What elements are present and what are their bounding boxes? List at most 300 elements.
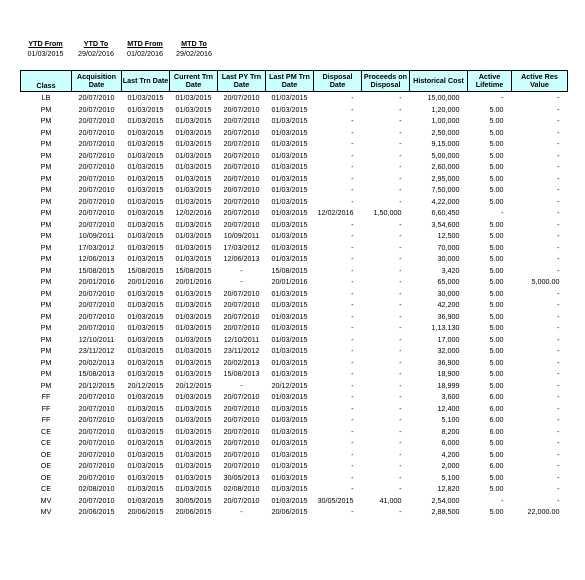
cell-disposal-date: - (351, 277, 354, 286)
cell-historical-cost: 6,60,450 (431, 208, 460, 217)
cell-proceeds-on-disposal: - (399, 150, 402, 160)
table-row (21, 391, 568, 403)
cell-active-res-value: - (557, 392, 560, 401)
cell-acquisition-date: 20/07/2010 (78, 208, 115, 217)
cell-last-pm-trn-date: 01/03/2015 (271, 288, 308, 298)
cell-current-trn-date: 01/03/2015 (175, 219, 212, 229)
col-last-py-trn-date: Last PY Trn Date (218, 71, 266, 92)
cell-active-res-value: - (557, 242, 560, 252)
cell-proceeds-on-disposal: - (399, 507, 402, 516)
cell-historical-cost: 12,500 (437, 231, 460, 240)
cell-active-res-value: 22,000.00 (527, 507, 560, 516)
cell-active-lifetime: 5.00 (489, 196, 504, 206)
cell-current-trn-date: 01/03/2015 (175, 472, 212, 482)
cell-disposal-date: - (351, 461, 354, 470)
cell-last-pm-trn-date: 01/03/2015 (271, 127, 308, 137)
table-row (21, 426, 568, 438)
cell-current-trn-date: 30/05/2015 (175, 495, 212, 505)
cell-active-res-value: - (557, 231, 560, 240)
table-row (21, 150, 568, 162)
cell-active-lifetime: 6.00 (489, 392, 504, 401)
cell-class: PM (40, 139, 52, 148)
cell-last-pm-trn-date: 01/03/2015 (271, 357, 308, 367)
cell-last-py-trn-date: 17/03/2012 (223, 242, 260, 252)
cell-last-trn-date: 01/03/2015 (127, 93, 164, 102)
cell-historical-cost: 2,50,000 (431, 127, 460, 137)
cell-class: PM (40, 196, 52, 206)
cell-historical-cost: 2,54,000 (431, 495, 460, 505)
cell-last-trn-date: 01/03/2015 (127, 150, 164, 160)
cell-last-py-trn-date: 20/07/2010 (223, 150, 260, 160)
cell-active-lifetime: 5.00 (489, 242, 504, 252)
cell-active-lifetime: 5.00 (489, 438, 504, 447)
cell-acquisition-date: 20/07/2010 (78, 472, 115, 482)
cell-last-trn-date: 01/03/2015 (127, 392, 164, 401)
table-row (21, 380, 568, 392)
cell-historical-cost: 9,15,000 (431, 139, 460, 148)
cell-current-trn-date: 01/03/2015 (175, 300, 212, 309)
col-class: Class (21, 71, 72, 92)
cell-disposal-date: - (351, 311, 354, 321)
cell-disposal-date: - (351, 116, 354, 125)
cell-last-trn-date: 01/03/2015 (127, 219, 164, 229)
cell-acquisition-date: 15/08/2015 (78, 265, 115, 275)
cell-disposal-date: 12/02/2016 (317, 208, 354, 217)
table-row (21, 368, 568, 380)
cell-active-lifetime: 5.00 (489, 484, 504, 493)
cell-last-pm-trn-date: 01/03/2015 (271, 150, 308, 160)
cell-historical-cost: 15,00,000 (427, 93, 460, 102)
cell-last-pm-trn-date: 01/03/2015 (271, 449, 308, 459)
table-row (21, 184, 568, 196)
cell-current-trn-date: 01/03/2015 (175, 242, 212, 252)
cell-proceeds-on-disposal: - (399, 357, 402, 367)
cell-active-lifetime: 5.00 (489, 369, 504, 378)
cell-acquisition-date: 20/07/2010 (78, 196, 115, 206)
cell-last-trn-date: 01/03/2015 (127, 403, 164, 413)
cell-disposal-date: - (351, 231, 354, 240)
cell-active-lifetime: 5.00 (489, 219, 504, 229)
cell-active-lifetime: 5.00 (489, 265, 504, 275)
cell-active-lifetime: 6.00 (489, 426, 504, 436)
table-row (21, 437, 568, 449)
table-row (21, 92, 568, 104)
cell-acquisition-date: 20/07/2010 (78, 150, 115, 160)
cell-last-pm-trn-date: 01/03/2015 (271, 369, 308, 378)
cell-active-lifetime: 5.00 (489, 231, 504, 240)
cell-current-trn-date: 01/03/2015 (175, 139, 212, 148)
cell-acquisition-date: 17/03/2012 (78, 242, 115, 252)
cell-class: PM (40, 288, 52, 298)
cell-last-pm-trn-date: 20/06/2015 (271, 507, 308, 516)
mtd-from-value: 01/02/2016 (127, 48, 163, 58)
cell-current-trn-date: 01/03/2015 (175, 403, 212, 413)
cell-current-trn-date: 01/03/2015 (175, 116, 212, 125)
cell-acquisition-date: 20/07/2010 (78, 104, 115, 114)
cell-proceeds-on-disposal: - (399, 127, 402, 137)
cell-proceeds-on-disposal: - (399, 415, 402, 424)
ytd-from-label: YTD From (28, 38, 63, 48)
cell-current-trn-date: 20/06/2015 (175, 507, 212, 516)
table-row (21, 173, 568, 185)
cell-last-py-trn-date: 20/07/2010 (223, 208, 260, 217)
cell-last-py-trn-date: 30/05/2013 (223, 472, 260, 482)
cell-active-res-value: - (557, 415, 560, 424)
cell-proceeds-on-disposal: - (399, 484, 402, 493)
cell-last-py-trn-date: 20/07/2010 (223, 403, 260, 413)
cell-disposal-date: - (351, 392, 354, 401)
cell-disposal-date: - (351, 403, 354, 413)
cell-proceeds-on-disposal: - (399, 116, 402, 125)
cell-current-trn-date: 01/03/2015 (175, 93, 212, 102)
cell-last-trn-date: 01/03/2015 (127, 162, 164, 171)
cell-disposal-date: - (351, 323, 354, 332)
table-row (21, 311, 568, 323)
cell-acquisition-date: 20/07/2010 (78, 219, 115, 229)
table-row (21, 460, 568, 472)
cell-last-py-trn-date: 20/02/2013 (223, 357, 260, 367)
cell-active-res-value: - (557, 254, 560, 263)
table-row (21, 449, 568, 461)
cell-class: PM (40, 334, 52, 344)
cell-last-trn-date: 01/03/2015 (127, 242, 164, 252)
table-row (21, 345, 568, 357)
cell-last-py-trn-date: 20/07/2010 (223, 300, 260, 309)
cell-active-lifetime: 5.00 (489, 116, 504, 125)
cell-proceeds-on-disposal: - (399, 173, 402, 183)
cell-disposal-date: - (351, 254, 354, 263)
cell-acquisition-date: 20/07/2010 (78, 438, 115, 447)
cell-active-lifetime: 5.00 (489, 357, 504, 367)
cell-last-trn-date: 20/01/2016 (127, 277, 164, 286)
cell-last-py-trn-date: 12/06/2013 (223, 254, 260, 263)
cell-historical-cost: 4,22,000 (431, 196, 460, 206)
cell-last-trn-date: 20/12/2015 (127, 380, 164, 390)
cell-current-trn-date: 01/03/2015 (175, 127, 212, 137)
cell-last-pm-trn-date: 01/03/2015 (271, 334, 308, 344)
cell-historical-cost: 70,000 (437, 242, 460, 252)
cell-active-lifetime: 5.00 (489, 300, 504, 309)
cell-disposal-date: - (351, 334, 354, 344)
cell-current-trn-date: 01/03/2015 (175, 334, 212, 344)
cell-current-trn-date: 20/01/2016 (175, 277, 212, 286)
cell-class: PM (40, 185, 52, 194)
cell-last-trn-date: 01/03/2015 (127, 231, 164, 240)
cell-active-res-value: - (557, 311, 560, 321)
cell-disposal-date: - (351, 219, 354, 229)
cell-active-res-value: - (557, 300, 560, 309)
cell-historical-cost: 2,60,000 (431, 162, 460, 171)
cell-acquisition-date: 20/07/2010 (78, 403, 115, 413)
cell-last-py-trn-date: 20/07/2010 (223, 173, 260, 183)
cell-current-trn-date: 01/03/2015 (175, 346, 212, 355)
cell-proceeds-on-disposal: - (399, 288, 402, 298)
cell-active-lifetime: 5.00 (489, 139, 504, 148)
cell-class: FF (41, 415, 51, 424)
cell-acquisition-date: 20/07/2010 (78, 127, 115, 137)
cell-current-trn-date: 01/03/2015 (175, 150, 212, 160)
table-row (21, 334, 568, 346)
cell-acquisition-date: 20/07/2010 (78, 311, 115, 321)
cell-active-res-value: - (557, 380, 560, 390)
cell-active-lifetime: 5.00 (489, 323, 504, 332)
cell-historical-cost: 42,200 (437, 300, 460, 309)
cell-class: PM (40, 277, 52, 286)
cell-last-py-trn-date: 20/07/2010 (223, 288, 260, 298)
cell-active-res-value: - (557, 484, 560, 493)
cell-historical-cost: 1,00,000 (431, 116, 460, 125)
col-acquisition-date: Acquisition Date (72, 71, 122, 92)
cell-last-py-trn-date: 20/07/2010 (223, 311, 260, 321)
table-row (21, 219, 568, 231)
cell-active-res-value: - (557, 369, 560, 378)
register-body (21, 92, 568, 518)
cell-last-trn-date: 01/03/2015 (127, 472, 164, 482)
cell-last-py-trn-date: 20/07/2010 (223, 415, 260, 424)
cell-proceeds-on-disposal: - (399, 162, 402, 171)
cell-last-pm-trn-date: 01/03/2015 (271, 139, 308, 148)
cell-proceeds-on-disposal: 1,50,000 (373, 208, 402, 217)
cell-proceeds-on-disposal: - (399, 311, 402, 321)
cell-historical-cost: 36,900 (437, 311, 460, 321)
table-row (21, 207, 568, 219)
cell-class: PM (40, 208, 52, 217)
cell-last-pm-trn-date: 01/03/2015 (271, 219, 308, 229)
cell-disposal-date: - (351, 173, 354, 183)
cell-last-trn-date: 01/03/2015 (127, 461, 164, 470)
cell-class: PM (40, 242, 52, 252)
cell-class: PM (40, 369, 52, 378)
cell-last-py-trn-date: 20/07/2010 (223, 426, 260, 436)
cell-proceeds-on-disposal: - (399, 219, 402, 229)
cell-proceeds-on-disposal: 41,000 (379, 495, 402, 505)
cell-class: CE (41, 484, 51, 493)
cell-historical-cost: 65,000 (437, 277, 460, 286)
cell-acquisition-date: 20/07/2010 (78, 173, 115, 183)
cell-current-trn-date: 12/02/2016 (175, 208, 212, 217)
cell-active-lifetime: 5.00 (489, 173, 504, 183)
cell-acquisition-date: 15/08/2013 (78, 369, 115, 378)
cell-proceeds-on-disposal: - (399, 461, 402, 470)
cell-active-res-value: - (557, 438, 560, 447)
cell-class: PM (40, 380, 52, 390)
table-row (21, 506, 568, 518)
cell-last-trn-date: 01/03/2015 (127, 449, 164, 459)
cell-acquisition-date: 20/07/2010 (78, 392, 115, 401)
cell-disposal-date: - (351, 93, 354, 102)
cell-disposal-date: - (351, 196, 354, 206)
cell-last-trn-date: 01/03/2015 (127, 334, 164, 344)
cell-acquisition-date: 20/01/2016 (78, 277, 115, 286)
cell-disposal-date: - (351, 415, 354, 424)
cell-class: PM (40, 346, 52, 355)
cell-active-res-value: - (557, 449, 560, 459)
cell-class: PM (40, 104, 52, 114)
table-row (21, 242, 568, 254)
cell-historical-cost: 32,000 (437, 346, 460, 355)
cell-disposal-date: - (351, 139, 354, 148)
cell-last-trn-date: 01/03/2015 (127, 346, 164, 355)
cell-last-py-trn-date: 20/07/2010 (223, 449, 260, 459)
cell-last-py-trn-date: 12/10/2011 (223, 334, 260, 344)
cell-active-res-value: - (557, 346, 560, 355)
cell-disposal-date: - (351, 369, 354, 378)
col-last-trn-date: Last Trn Date (122, 71, 170, 92)
cell-class: LB (41, 93, 51, 102)
cell-disposal-date: - (351, 346, 354, 355)
cell-historical-cost: 5,100 (441, 415, 460, 424)
cell-current-trn-date: 01/03/2015 (175, 438, 212, 447)
cell-last-py-trn-date: 23/11/2012 (223, 346, 260, 355)
cell-active-res-value: - (557, 323, 560, 332)
cell-last-pm-trn-date: 01/03/2015 (271, 472, 308, 482)
cell-last-pm-trn-date: 01/03/2015 (271, 300, 308, 309)
cell-active-lifetime: 5.00 (489, 277, 504, 286)
table-row (21, 253, 568, 265)
cell-historical-cost: 3,420 (441, 265, 460, 275)
table-row (21, 299, 568, 311)
cell-active-lifetime: 6.00 (489, 415, 504, 424)
cell-last-py-trn-date: 20/07/2010 (223, 116, 260, 125)
cell-current-trn-date: 01/03/2015 (175, 323, 212, 332)
col-active-res-value: Active Res Value (512, 71, 568, 92)
cell-acquisition-date: 20/07/2010 (78, 461, 115, 470)
cell-current-trn-date: 01/03/2015 (175, 311, 212, 321)
cell-active-res-value: - (557, 426, 560, 436)
cell-last-pm-trn-date: 01/03/2015 (271, 185, 308, 194)
table-row (21, 414, 568, 426)
cell-active-res-value: - (557, 150, 560, 160)
cell-class: PM (40, 162, 52, 171)
cell-last-pm-trn-date: 01/03/2015 (271, 495, 308, 505)
cell-acquisition-date: 20/07/2010 (78, 426, 115, 436)
table-row (21, 161, 568, 173)
table-row (21, 196, 568, 208)
cell-class: CE (41, 426, 51, 436)
cell-historical-cost: 3,600 (441, 392, 460, 401)
cell-disposal-date: - (351, 357, 354, 367)
cell-acquisition-date: 12/06/2013 (78, 254, 115, 263)
cell-current-trn-date: 01/03/2015 (175, 162, 212, 171)
cell-last-py-trn-date: 20/07/2010 (223, 93, 260, 102)
cell-last-pm-trn-date: 01/03/2015 (271, 242, 308, 252)
cell-active-res-value: - (557, 185, 560, 194)
cell-class: OE (40, 472, 52, 482)
cell-last-trn-date: 01/03/2015 (127, 288, 164, 298)
cell-historical-cost: 30,000 (437, 288, 460, 298)
cell-proceeds-on-disposal: - (399, 426, 402, 436)
period-labels-row (20, 38, 219, 48)
cell-class: OE (40, 449, 52, 459)
cell-historical-cost: 12,820 (437, 484, 460, 493)
cell-last-trn-date: 01/03/2015 (127, 323, 164, 332)
mtd-from-label: MTD From (127, 38, 163, 48)
cell-proceeds-on-disposal: - (399, 380, 402, 390)
cell-active-lifetime: 5.00 (489, 449, 504, 459)
cell-current-trn-date: 01/03/2015 (175, 392, 212, 401)
cell-last-pm-trn-date: 01/03/2015 (271, 461, 308, 470)
cell-last-trn-date: 01/03/2015 (127, 484, 164, 493)
cell-last-pm-trn-date: 01/03/2015 (271, 162, 308, 171)
cell-last-py-trn-date: 10/09/2011 (223, 231, 260, 240)
cell-last-py-trn-date: - (240, 380, 243, 390)
cell-active-lifetime: 5.00 (489, 127, 504, 137)
cell-class: PM (40, 265, 52, 275)
cell-active-lifetime: 5.00 (489, 185, 504, 194)
cell-active-res-value: - (557, 265, 560, 275)
col-active-lifetime: Active Lifetime (468, 71, 512, 92)
cell-last-pm-trn-date: 01/03/2015 (271, 116, 308, 125)
cell-proceeds-on-disposal: - (399, 369, 402, 378)
cell-historical-cost: 18,900 (437, 369, 460, 378)
col-historical-cost: Historical Cost (410, 71, 468, 92)
table-row (21, 138, 568, 150)
cell-historical-cost: 2,88,500 (431, 507, 460, 516)
cell-active-lifetime: - (501, 208, 504, 217)
cell-disposal-date: - (351, 104, 354, 114)
cell-current-trn-date: 01/03/2015 (175, 185, 212, 194)
asset-register-table (20, 70, 568, 518)
cell-current-trn-date: 01/03/2015 (175, 369, 212, 378)
cell-current-trn-date: 01/03/2015 (175, 357, 212, 367)
cell-historical-cost: 1,20,000 (431, 104, 460, 114)
cell-last-pm-trn-date: 01/03/2015 (271, 346, 308, 355)
table-row (21, 322, 568, 334)
cell-class: PM (40, 254, 52, 263)
col-current-trn-date: Current Trn Date (170, 71, 218, 92)
cell-proceeds-on-disposal: - (399, 472, 402, 482)
cell-last-trn-date: 01/03/2015 (127, 173, 164, 183)
cell-current-trn-date: 01/03/2015 (175, 461, 212, 470)
cell-proceeds-on-disposal: - (399, 139, 402, 148)
cell-last-pm-trn-date: 01/03/2015 (271, 484, 308, 493)
cell-historical-cost: 30,000 (437, 254, 460, 263)
cell-proceeds-on-disposal: - (399, 277, 402, 286)
cell-proceeds-on-disposal: - (399, 104, 402, 114)
cell-current-trn-date: 15/08/2015 (175, 265, 212, 275)
table-row (21, 495, 568, 507)
cell-active-res-value: - (557, 208, 560, 217)
cell-current-trn-date: 01/03/2015 (175, 484, 212, 493)
cell-disposal-date: - (351, 380, 354, 390)
cell-active-res-value: - (557, 219, 560, 229)
cell-disposal-date: - (351, 150, 354, 160)
cell-last-trn-date: 01/03/2015 (127, 311, 164, 321)
cell-acquisition-date: 20/07/2010 (78, 93, 115, 102)
mtd-to-label: MTD To (181, 38, 207, 48)
cell-historical-cost: 6,000 (441, 438, 460, 447)
cell-historical-cost: 12,400 (437, 403, 460, 413)
cell-active-res-value: - (557, 139, 560, 148)
cell-active-res-value: - (557, 334, 560, 344)
cell-disposal-date: - (351, 484, 354, 493)
cell-class: OE (40, 461, 52, 470)
table-row (21, 403, 568, 415)
cell-active-lifetime: 5.00 (489, 162, 504, 171)
cell-last-pm-trn-date: 20/12/2015 (271, 380, 308, 390)
cell-proceeds-on-disposal: - (399, 449, 402, 459)
table-row (21, 357, 568, 369)
cell-acquisition-date: 20/07/2010 (78, 288, 115, 298)
cell-last-py-trn-date: 15/08/2013 (223, 369, 260, 378)
cell-last-trn-date: 20/06/2015 (127, 507, 164, 516)
cell-last-py-trn-date: 20/07/2010 (223, 196, 260, 206)
cell-last-pm-trn-date: 01/03/2015 (271, 311, 308, 321)
cell-last-py-trn-date: 20/07/2010 (223, 104, 260, 114)
cell-historical-cost: 5,00,000 (431, 150, 460, 160)
cell-last-py-trn-date: 20/07/2010 (223, 127, 260, 137)
cell-acquisition-date: 20/07/2010 (78, 300, 115, 309)
